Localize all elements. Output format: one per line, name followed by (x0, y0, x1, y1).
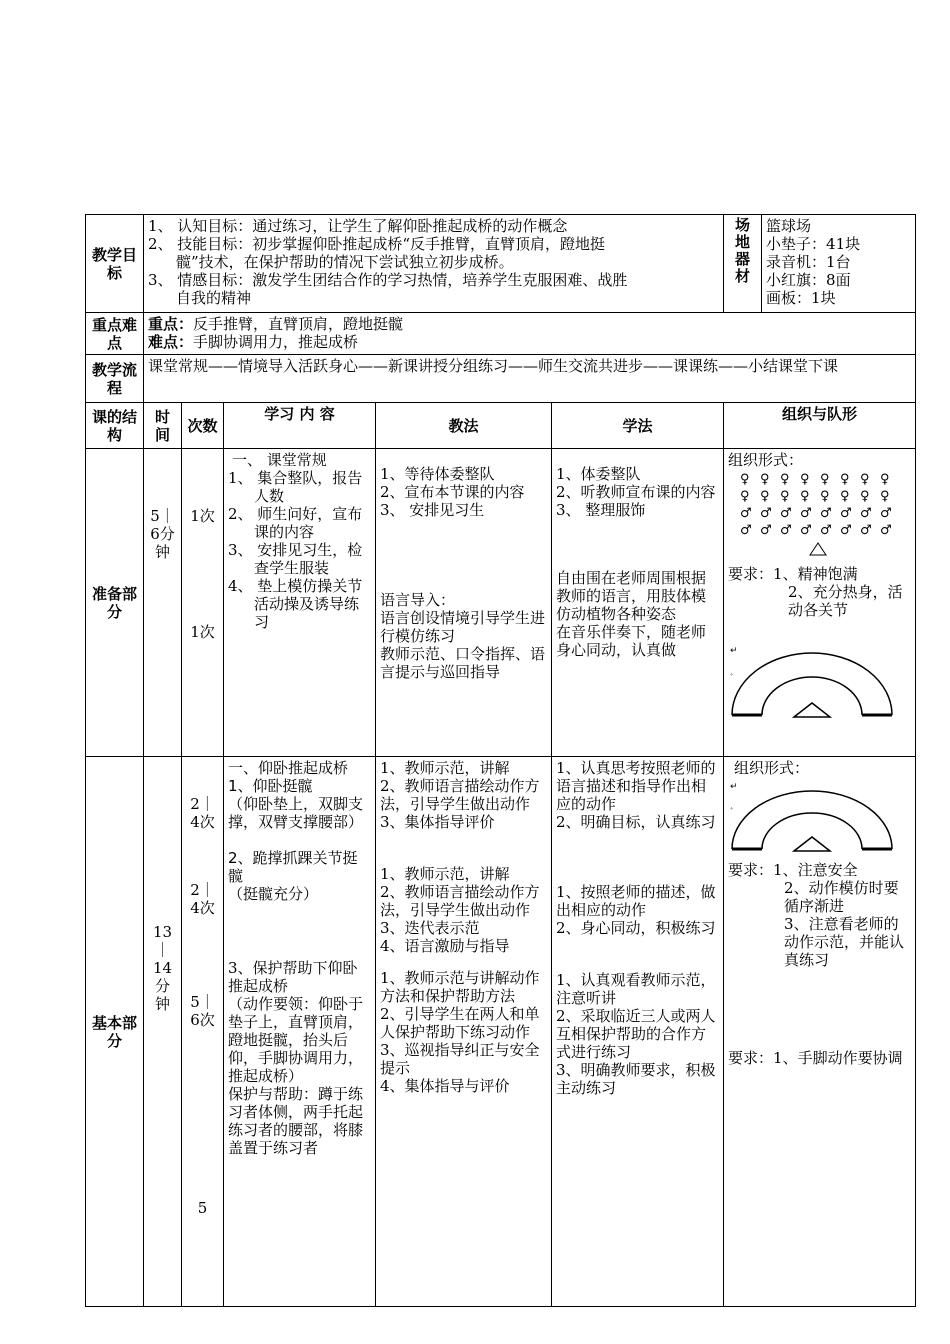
male-student-icon: ♂ (780, 523, 792, 538)
semicircle-formation-diagram (728, 639, 898, 721)
venue-cell (762, 215, 916, 313)
prep-learning-cell (552, 449, 724, 757)
basic-count-1: 2｜4次 (190, 795, 215, 831)
basic-time: 13｜14分钟 (144, 757, 182, 1307)
basic-learning-line: 2、采取临近三人或两人互相保护帮助的合作方式进行练习 (556, 1007, 716, 1061)
male-student-icon: ♂ (800, 523, 812, 538)
basic-item3-help: 保护与帮助：蹲于练习者体侧，两手托起练习者的腰部，将膝盖置于练习者 (228, 1085, 364, 1157)
female-student-icon: ♀ (820, 472, 830, 487)
female-student-icon: ♀ (780, 472, 790, 487)
key-label: 重点： (148, 315, 194, 333)
basic-item3-note: （动作要领：仰卧于垫子上，直臂顶肩，蹬地挺髋，抬头后仰，手脚协调用力，推起成桥） (228, 995, 364, 1085)
basic-learning-line: 1、认真思考按照老师的语言描述和指导作出相应的动作 (556, 759, 716, 813)
basic-teaching-line: 4、集体指导与评价 (380, 1077, 510, 1095)
semicircle-formation-diagram (728, 777, 898, 857)
key-text: 反手推臂，直臂顶肩，蹬地挺髋 (193, 315, 404, 333)
objectives-row (86, 215, 916, 313)
basic-teaching-line: 3、集体指导评价 (380, 813, 495, 831)
male-student-icon: ♂ (880, 506, 892, 521)
objective-line: 自我的精神 (176, 289, 252, 307)
male-student-icon: ♂ (740, 523, 752, 538)
keypoints-row (86, 313, 916, 355)
header-learning: 学法 (552, 403, 724, 449)
venue-label: 场地器材 (724, 215, 762, 313)
basic-teaching-line: 2、教师语言描绘动作方法，引导学生做出动作 (380, 883, 540, 919)
female-student-icon: ♀ (760, 489, 770, 504)
female-student-icon: ♀ (760, 472, 770, 487)
female-student-icon: ♀ (800, 489, 810, 504)
teacher-triangle-icon (794, 703, 830, 717)
formation-diagram (728, 469, 896, 561)
prep-content-cell (224, 449, 376, 757)
prep-time: 5｜6分钟 (144, 449, 182, 757)
prep-content-line: 1、 集合整队，报告人数 (228, 469, 363, 505)
basic-label: 基本部分 (86, 757, 144, 1307)
basic-org-title: 组织形式： (734, 759, 810, 777)
basic-content-cell (224, 757, 376, 1307)
female-student-icon: ♀ (780, 489, 790, 504)
flag-icon: ﾞ (730, 674, 735, 684)
objective-line: 2、 技能目标：初步掌握仰卧推起成桥“反手推臂，直臂顶肩，蹬地挺 (148, 235, 605, 253)
basic-item1-title: 1、仰卧挺髋 (228, 777, 313, 795)
prep-count-2: 1次 (190, 623, 215, 641)
basic-item3-title: 3、保护帮助下仰卧推起成桥 (228, 959, 358, 995)
header-row (86, 403, 916, 449)
objective-line: 3、 情感目标：激发学生团结合作的学习热情，培养学生克服困难、战胜 (148, 271, 628, 289)
header-count: 次数 (182, 403, 224, 449)
male-student-icon: ♂ (880, 523, 892, 538)
female-student-icon: ♀ (840, 472, 850, 487)
basic-count-2: 2｜4次 (190, 881, 215, 917)
basic-org-req2: 2、动作模仿时要循序渐进 (784, 879, 899, 915)
prep-teaching-line: 2、宣布本节课的内容 (380, 483, 525, 501)
teacher-triangle-icon (810, 543, 826, 555)
basic-org-req3: 3、注意看老师的动作示范，并能认真练习 (784, 915, 905, 969)
basic-item2-note: （挺髋充分） (228, 885, 319, 903)
basic-teaching-line: 1、教师示范与讲解动作方法和保护帮助方法 (380, 969, 540, 1005)
male-student-icon: ♂ (820, 506, 832, 521)
keypoints-cell (144, 313, 916, 355)
inner-arc (762, 813, 862, 849)
basic-teaching-line: 4、语言激励与指导 (380, 937, 510, 955)
female-student-icon: ♀ (740, 489, 750, 504)
female-student-icon: ♀ (880, 489, 890, 504)
venue-item: 画板：1块 (766, 289, 836, 307)
objectives-cell (144, 215, 724, 313)
header-content: 学习 内 容 (224, 403, 376, 449)
basic-item2-title: 2、跪撑抓踝关节挺髋 (228, 849, 358, 885)
prep-teaching-line: 语言创设情境引导学生进行模仿练习 (380, 609, 546, 645)
prep-teaching-line: 3、 安排见习生 (380, 501, 485, 519)
prep-org-req2: 2、充分热身，活动各关节 (788, 583, 903, 619)
prep-organization-cell (724, 449, 916, 757)
flag-icon: ↵ (730, 646, 738, 656)
prep-content-line: 2、 师生问好，宣布课的内容 (228, 505, 363, 541)
basic-count-cell (182, 757, 224, 1307)
objective-line: 1、 认知目标：通过练习，让学生了解仰卧推起成桥的动作概念 (148, 217, 568, 235)
prep-org-req1: 要求：1、精神饱满 (728, 565, 858, 583)
difficulty-label: 难点： (148, 333, 194, 351)
difficulty-text: 手脚协调用力，推起成桥 (193, 333, 359, 351)
inner-arc (762, 677, 862, 715)
basic-content-heading: 一、仰卧推起成桥 (228, 759, 349, 777)
prep-content-line: 一、 课堂常规 (232, 451, 327, 469)
prep-content-line: 4、 垫上模仿操关节活动操及诱导练习 (228, 577, 363, 631)
header-time: 时间 (144, 403, 182, 449)
female-student-icon: ♀ (800, 472, 810, 487)
basic-teaching-line: 3、巡视指导纠正与安全提示 (380, 1041, 540, 1077)
prep-learning-line: 自由围在老师周围根据教师的语言，用肢体模仿动植物各种姿态 (556, 569, 707, 623)
basic-organization-cell (724, 757, 916, 1307)
female-student-icon: ♀ (840, 489, 850, 504)
basic-learning-cell (552, 757, 724, 1307)
prep-count-cell (182, 449, 224, 757)
basic-learning-line: 3、明确教师要求，积极主动练习 (556, 1061, 716, 1097)
male-student-icon: ♂ (760, 523, 772, 538)
prep-learning-line: 2、听教师宣布课的内容 (556, 483, 716, 501)
male-student-icon: ♂ (820, 523, 832, 538)
female-student-icon: ♀ (820, 489, 830, 504)
lesson-plan-table (85, 214, 916, 1307)
male-student-icon: ♂ (740, 506, 752, 521)
prep-content-line: 3、 安排见习生，检查学生服装 (228, 541, 363, 577)
female-student-icon: ♀ (740, 472, 750, 487)
header-structure: 课的结构 (86, 403, 144, 449)
female-student-icon: ♀ (880, 472, 890, 487)
teacher-triangle-icon (794, 837, 830, 851)
flag-icon: ↵ (730, 782, 738, 792)
prep-teaching-cell (376, 449, 552, 757)
basic-teaching-line: 3、迭代表示范 (380, 919, 480, 937)
flow-text: 课堂常规——情境导入活跃身心——新课讲授分组练习——师生交流共进步——课课练——小结课堂下课 (144, 355, 916, 403)
outer-arc (732, 653, 892, 715)
basic-count-3: 5｜6次 (190, 993, 215, 1029)
prep-teaching-line: 语言导入： (380, 591, 456, 609)
basic-teaching-line: 1、教师示范，讲解 (380, 759, 510, 777)
prep-learning-line: 在音乐伴奏下，随老师身心同动，认真做 (556, 623, 707, 659)
venue-item: 篮球场 (766, 217, 812, 235)
basic-teaching-line: 2、引导学生在两人和单人保护帮助下练习动作 (380, 1005, 540, 1041)
basic-learning-line: 2、明确目标，认真练习 (556, 813, 716, 831)
venue-item: 小垫子：41块 (766, 235, 861, 253)
female-student-icon: ♀ (860, 472, 870, 487)
male-student-icon: ♂ (780, 506, 792, 521)
basic-item1-note: （仰卧垫上，双脚支撑，双臂支撑腰部） (228, 795, 364, 831)
basic-count-4: 5 (197, 1199, 208, 1217)
outer-arc (732, 791, 892, 849)
header-organization: 组织与队形 (724, 403, 916, 449)
male-student-icon: ♂ (760, 506, 772, 521)
flow-label: 教学流程 (86, 355, 144, 403)
basic-learning-line: 1、按照老师的描述，做出相应的动作 (556, 883, 716, 919)
prep-teaching-line: 教师示范、口令指挥、语言提示与巡回指导 (380, 645, 546, 681)
male-student-icon: ♂ (840, 523, 852, 538)
male-student-icon: ♂ (840, 506, 852, 521)
venue-item: 小红旗：8面 (766, 271, 851, 289)
prep-teaching-line: 1、等待体委整队 (380, 465, 495, 483)
basic-teaching-line: 2、教师语言描绘动作方法，引导学生做出动作 (380, 777, 540, 813)
basic-learning-line: 1、认真观看教师示范，注意听讲 (556, 971, 716, 1007)
prep-row (86, 449, 916, 757)
prep-org-title: 组织形式： (728, 451, 804, 469)
male-student-icon: ♂ (800, 506, 812, 521)
prep-learning-line: 1、体委整队 (556, 465, 641, 483)
header-teaching: 教法 (376, 403, 552, 449)
female-student-icon: ♀ (860, 489, 870, 504)
prep-learning-line: 3、 整理服饰 (556, 501, 646, 519)
objective-line: 髋”技术，在保护帮助的情况下尝试独立初步成桥。 (176, 253, 514, 271)
flow-row (86, 355, 916, 403)
male-student-icon: ♂ (860, 506, 872, 521)
basic-teaching-line: 1、教师示范，讲解 (380, 865, 510, 883)
basic-org-req1: 要求：1、注意安全 (728, 861, 858, 879)
male-student-icon: ♂ (860, 523, 872, 538)
basic-org-req4: 要求：1、手脚动作要协调 (728, 1049, 903, 1067)
basic-row (86, 757, 916, 1307)
basic-learning-line: 2、身心同动，积极练习 (556, 919, 716, 937)
flag-icon: ﾞ (730, 808, 735, 818)
keypoints-label: 重点难点 (86, 313, 144, 355)
objectives-label: 教学目标 (86, 215, 144, 313)
prep-count-1: 1次 (190, 507, 215, 525)
venue-item: 录音机：1台 (766, 253, 851, 271)
prep-label: 准备部分 (86, 449, 144, 757)
basic-teaching-cell (376, 757, 552, 1307)
